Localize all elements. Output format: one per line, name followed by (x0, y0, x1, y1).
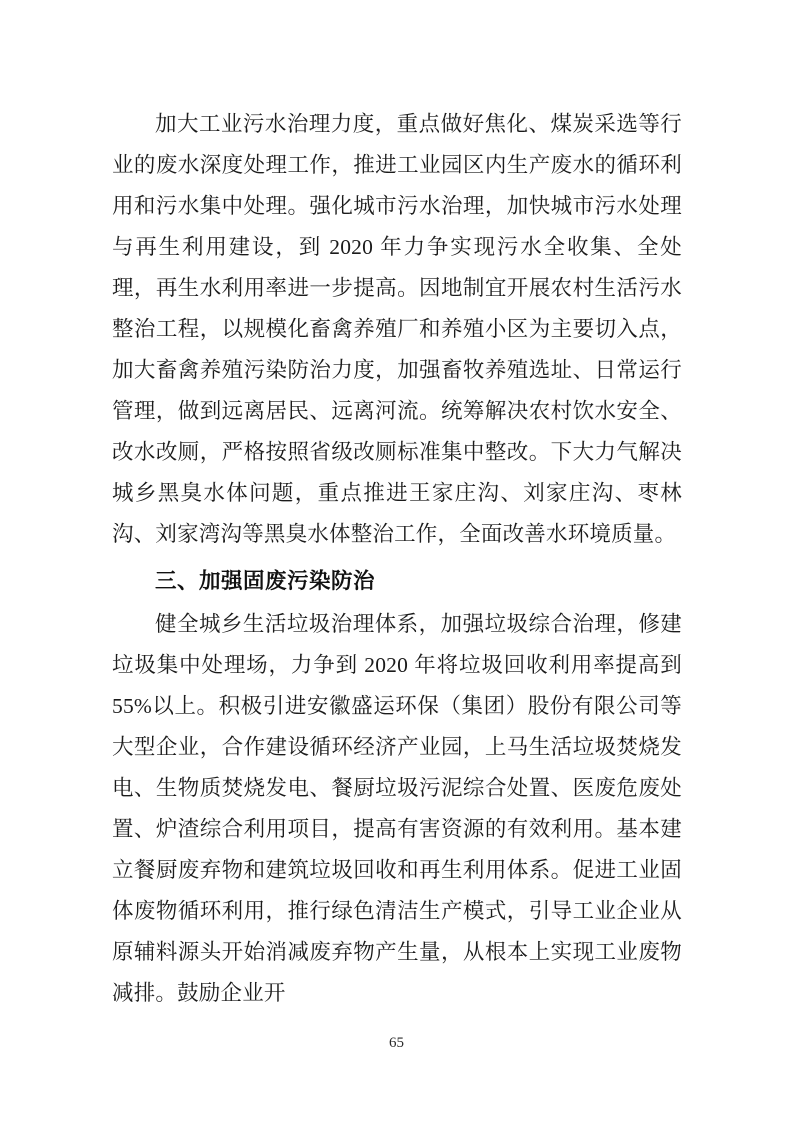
body-paragraph: 健全城乡生活垃圾治理体系，加强垃圾综合治理，修建垃圾集中处理场，力争到 2020 年将垃圾回收利用率提高到 55%以上。积极引进安徽盛运环保（集团）股份有限公司等大型企业，合作建设循环经济产业园，上马生活垃圾焚烧发电、生物质焚烧发电、餐厨垃圾污泥综合处置、医废危废处置、炉渣综合利用项目，提高有害资源的有效利用。基本建立餐厨废弃物和建筑垃圾回收和再生利用体系。促进工业固体废物循环利用，推行绿色清洁生产模式，引导工业企业从原辅料源头开始消减废弃物产生量，从根本上实现工业废物减排。鼓励企业开 (112, 612, 682, 1005)
body-paragraph: 加大工业污水治理力度，重点做好焦化、煤炭采选等行业的废水深度处理工作，推进工业园区内生产废水的循环利用和污水集中处理。强化城市污水治理，加快城市污水处理与再生利用建设，到 2020 年力争实现污水全收集、全处理，再生水利用率进一步提高。因地制宜开展农村生活污水整治工程，以规模化畜禽养殖厂和养殖小区为主要切入点，加大畜禽养殖污染防治力度，加强畜牧养殖选址、日常运行管理，做到远离居民、远离河流。统筹解决农村饮水安全、改水改厕，严格按照省级改厕标准集中整改。下大力气解决城乡黑臭水体问题，重点推进王家庄沟、刘家庄沟、枣林沟、刘家湾沟等黑臭水体整治工作，全面改善水环境质量。 (112, 112, 682, 546)
section-heading: 三、加强固废污染防治 (155, 569, 376, 593)
page-content (112, 104, 682, 1016)
page-number: 65 (389, 1035, 404, 1051)
